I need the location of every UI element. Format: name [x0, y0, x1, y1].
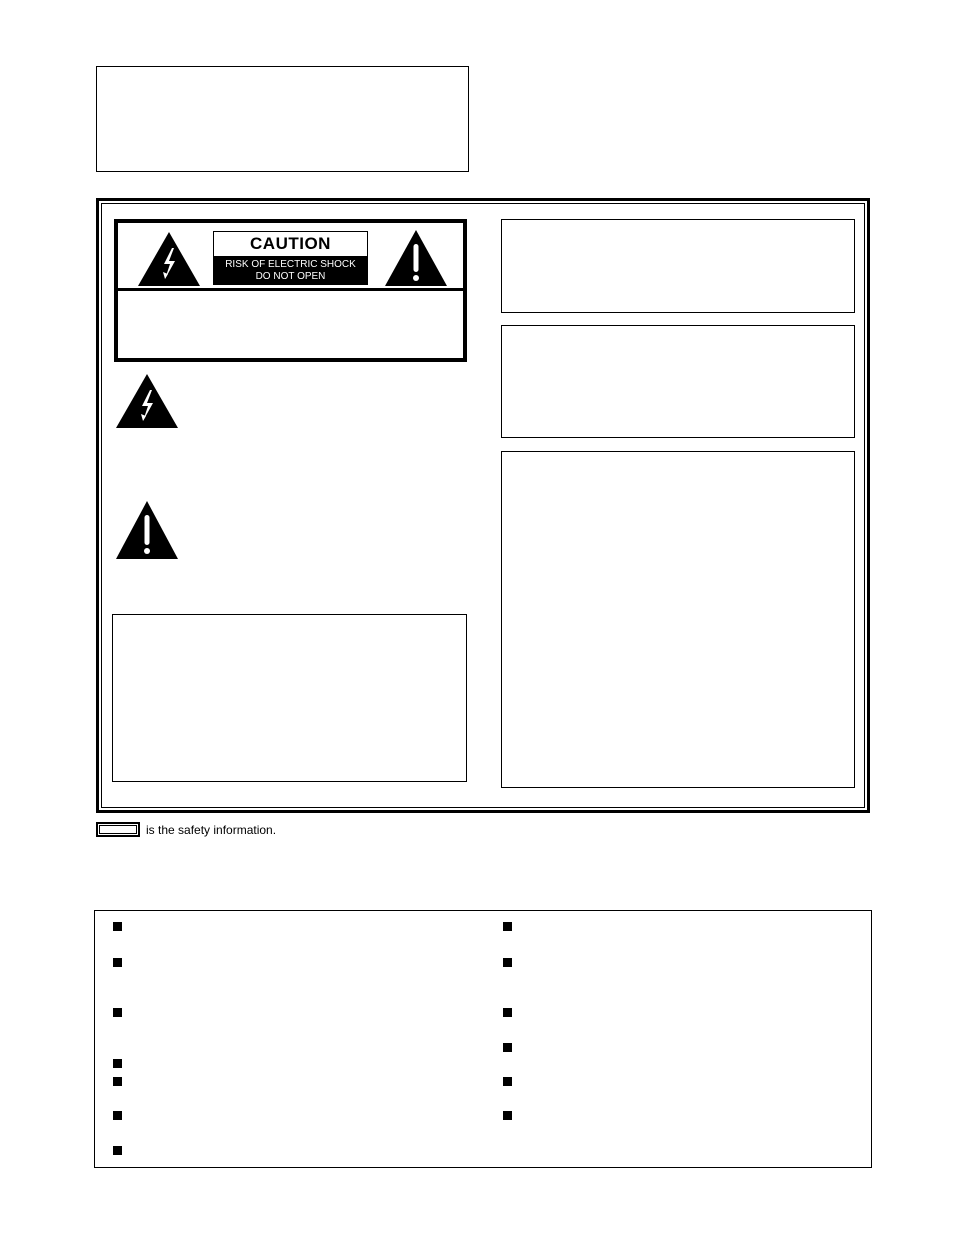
lightning-warning-icon	[115, 373, 179, 429]
square-bullet-icon	[503, 1008, 512, 1017]
safety-legend-text: is the safety information.	[146, 823, 277, 837]
caution-risk-text: RISK OF ELECTRIC SHOCK	[225, 259, 356, 270]
caution-title: CAUTION	[250, 234, 331, 253]
right-notice-box-1	[501, 219, 855, 313]
square-bullet-icon	[503, 1077, 512, 1086]
square-bullet-icon	[113, 1008, 122, 1017]
square-bullet-icon	[113, 958, 122, 967]
caution-do-not-open-text: DO NOT OPEN	[255, 271, 326, 282]
right-notice-box-3	[501, 451, 855, 788]
lightning-warning-icon	[137, 231, 201, 287]
square-bullet-icon	[503, 922, 512, 931]
left-notice-box	[112, 614, 467, 782]
square-bullet-icon	[113, 1111, 122, 1120]
right-notice-box-2	[501, 325, 855, 438]
square-bullet-icon	[113, 1077, 122, 1086]
square-bullet-icon	[113, 922, 122, 931]
exclamation-warning-icon	[115, 500, 179, 560]
square-bullet-icon	[503, 1043, 512, 1052]
top-info-box	[96, 66, 469, 172]
features-box	[94, 910, 872, 1168]
exclamation-warning-icon	[384, 229, 448, 287]
square-bullet-icon	[503, 1111, 512, 1120]
square-bullet-icon	[113, 1059, 122, 1068]
square-bullet-icon	[113, 1146, 122, 1155]
safety-legend-swatch-inner	[99, 825, 137, 834]
square-bullet-icon	[503, 958, 512, 967]
